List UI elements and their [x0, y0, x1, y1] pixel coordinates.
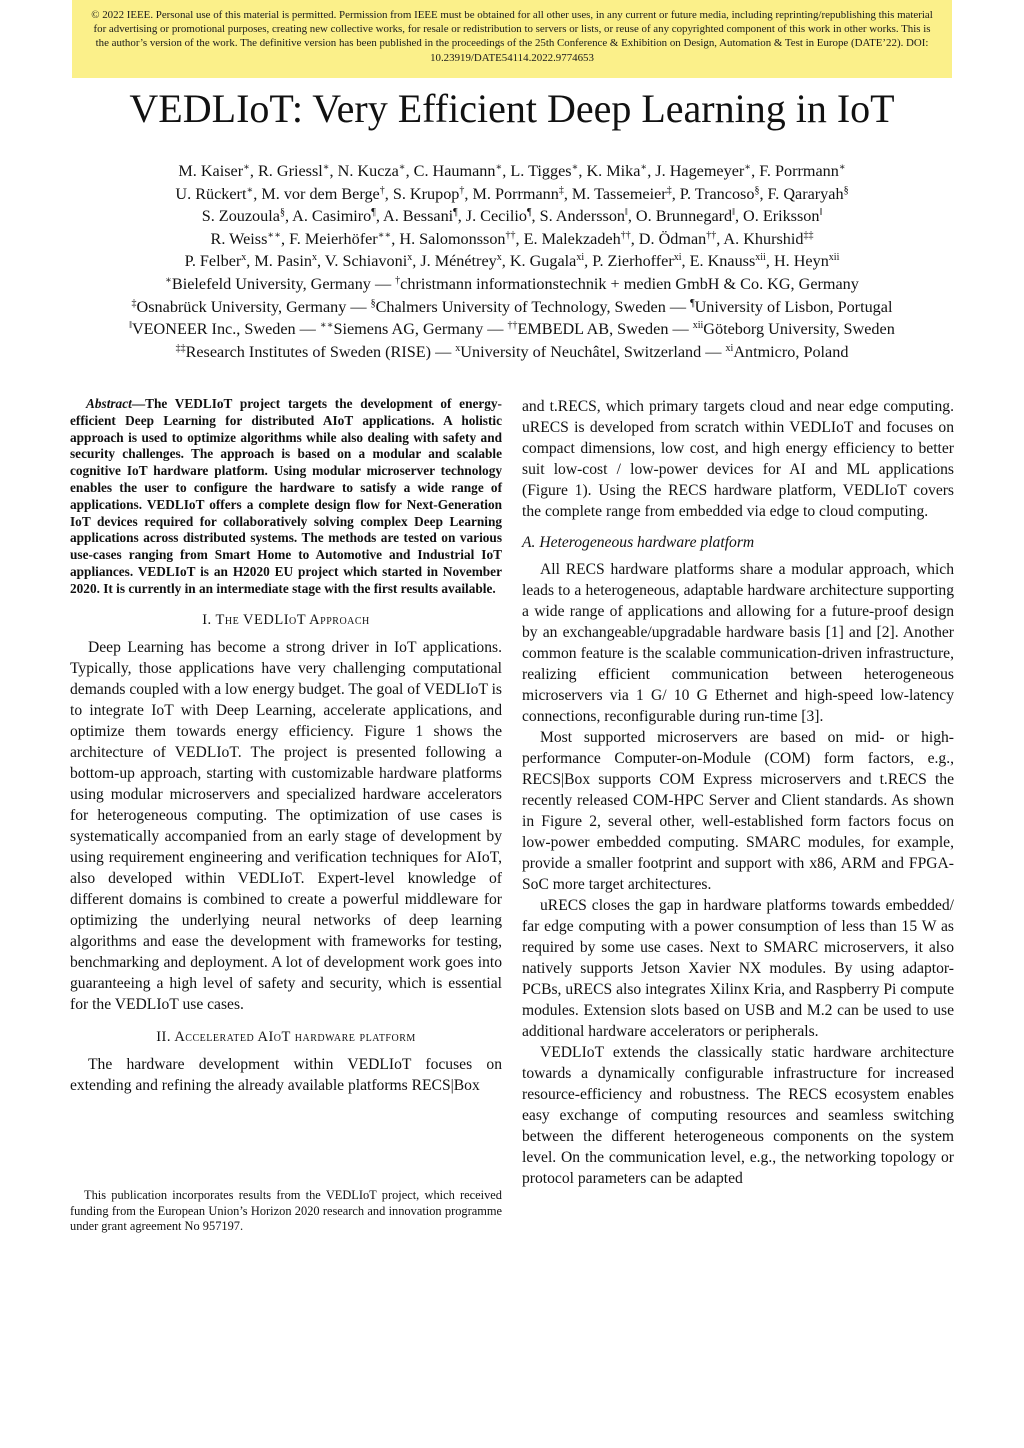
author-name: N. Kucza [337, 162, 399, 180]
left-column [70, 396, 502, 1096]
affiliation-name: Research Institutes of Sweden (RISE) [185, 342, 432, 361]
affiliation-mark: § [279, 207, 285, 219]
affiliation-mark: ¶ [371, 207, 376, 219]
author-name: M. vor dem Berge [261, 184, 380, 203]
affiliation-name: VEONEER Inc., Sweden [131, 320, 296, 339]
author-name: P. Felber [184, 252, 242, 271]
affiliation-mark: ‡ [666, 184, 672, 196]
affiliation-mark: ∗ [838, 162, 846, 173]
affiliation-mark: †† [620, 229, 631, 241]
affiliation-mark: xi [576, 252, 585, 264]
affiliation-mark: xii [828, 252, 840, 264]
paragraph: Deep Learning has become a strong driver in IoT applications. Typically, those applications have very challenging computational demands coupled with a low energy budget. The goal of VEDLIoT is to integrate IoT with Deep Learning, accelerate applications, and optimize them towards energy efficiency. Figure 1 shows the architecture of VEDLIoT. The project is presented following a bottom-up approach, starting with customizable hardware platforms using modular microservers and specialized hardware accelerators for heterogeneous computing. The optimization of use cases is systematically accompanied from an early stage of development by using requirement engineering and verification techniques for AIoT, also developed within VEDLIoT. Expert-level knowledge of different domains is combined to create a powerful middleware for optimizing the underlying neural networks of deep learning algorithms and ease the development with frameworks for testing, benchmarking and deployment. A lot of development work goes into guaranteeing a high level of safety and security, which is essential for the VEDLIoT use cases. [70, 638, 502, 1013]
affiliation-line: ‡‡Research Institutes of Sweden (RISE) — $^x$University of Neuchâtel, Switzerland — $^{xi}$Antmicro, Poland [175, 342, 849, 361]
affiliation-mark: ∗ [243, 162, 250, 173]
author-name: F. Meierhöfer [289, 229, 378, 248]
affiliation-mark: † [379, 184, 385, 196]
author-name: A. Bessani [383, 207, 454, 226]
affiliation-name: EMBEDL AB, Sweden [517, 320, 669, 339]
affiliation-mark: ∗∗ [267, 229, 281, 241]
paragraph: VEDLIoT extends the classically static hardware architecture towards a dynamically configurable infrastructure for increased resource-efficiency and robustness. The RECS ecosystem enables easy exchange of computing resources and seamless switching between the different heterogeneous components on the system level. On the communication level, e.g., the networking topology or protocol parameters can be adapted [522, 1044, 954, 1187]
affiliation-mark: x [496, 252, 502, 264]
author-line: M. Kaiser∗, R. Griessl∗, N. Kucza∗, C. Haumann∗, L. Tigges∗, K. Mika∗, J. Hagemeyer∗, F. Porrmann∗ [178, 162, 846, 180]
author-name: S. Andersson [539, 207, 626, 226]
affiliation-name: christmann informationstechnik + medien GmbH & Co. KG, Germany [400, 274, 859, 293]
subsection-heading: A. Heterogeneous hardware platform [522, 534, 755, 551]
author-name: K. Mika [586, 162, 641, 180]
author-name: M. Kaiser [178, 162, 244, 180]
paragraph: The hardware development within VEDLIoT focuses on extending and refining the already available platforms RECS|Box [70, 1055, 502, 1094]
section-heading: II. Accelerated AIoT hardware platform [156, 1028, 416, 1045]
affiliation-mark: ∗ [640, 162, 648, 173]
paragraph: Most supported microservers are based on mid- or high-performance Computer-on-Module (COM) form factors, e.g., RECS|Box supports COM Express microservers and t.RECS the recently released COM-HPC Server and Client standards. As shown in Figure 2, several other, well-established form factors focus on low-power embedded computing. SMARC modules, for example, provide a smaller footprint and support with x86, ARM and FPGA-SoC more target architectures. [522, 729, 954, 893]
affiliation-mark: ∗ [571, 162, 579, 173]
affiliation-mark: †† [706, 229, 717, 241]
affiliation-line: ‖VEONEER Inc., Sweden — ∗∗Siemens AG, Germany — ††EMBEDL AB, Sweden — $^{xii}$Göteborg University, Sweden [129, 320, 895, 339]
affiliation-mark: ‖ [129, 320, 132, 332]
author-line: U. Rückert∗, M. vor dem Berge†, S. Krupop†, M. Porrmann‡, M. Tassemeier‡, P. Trancoso§, F. Qararyah§ [175, 184, 849, 203]
affiliation-name: Siemens AG, Germany [333, 320, 484, 339]
author-line: R. Weiss∗∗, F. Meierhöfer∗∗, H. Salomonsson††, E. Malekzadeh††, D. Ödman††, A. Khurshid‡‡ [210, 229, 814, 248]
author-name: V. Schiavoni [324, 252, 408, 271]
author-name: F. Porrmann [759, 162, 839, 180]
affiliation-mark: ∗ [744, 162, 752, 173]
abstract-label: Abstract [86, 396, 132, 411]
author-name: M. Tassemeier [571, 184, 667, 203]
author-name: H. Salomonsson [399, 229, 506, 248]
right-column [522, 396, 954, 1189]
affiliation-mark: ‡‡ [175, 342, 186, 354]
affiliation-mark: ∗∗ [377, 229, 392, 241]
author-name: E. Malekzadeh [523, 229, 621, 248]
author-name: F. Qararyah [767, 184, 844, 203]
paragraph: and t.RECS, which primary targets cloud and near edge computing. uRECS is developed from scratch within VEDLIoT and focuses on compact dimensions, low cost, and high energy efficiency to better suit low-cost / low-power devices for AI and ML applications (Figure 1). Using the RECS hardware platform, VEDLIoT covers the complete range from embedded via edge to cloud computing. [522, 398, 954, 520]
author-name: J. Cecilio [465, 207, 527, 226]
author-name: A. Casimiro [292, 207, 372, 226]
affiliation-mark: ‖ [625, 207, 628, 219]
author-name: A. Khurshid [723, 229, 804, 248]
author-name: M. Pasin [254, 252, 312, 271]
affiliation-mark: § [370, 297, 376, 309]
paragraph: All RECS hardware platforms share a modular approach, which leads to a heterogeneous, adaptable hardware architecture supporting a wide range of applications and allowing for a future-proof design by an exchangeable/upgradable hardware basis [1] and [2]. Another common feature is the scalable communication-driven infrastructure, realizing efficient communication between heterogeneous microservers via 1 G/ 10 G Ethernet and high-speed low-latency connections, reconfigurable during run-time [3]. [522, 561, 954, 725]
affiliation-mark: xii [755, 252, 766, 264]
affiliation-mark: x [455, 342, 461, 354]
affiliation-mark: ¶ [690, 297, 695, 309]
affiliation-mark: xi [725, 342, 734, 354]
affiliation-mark: xi [673, 252, 682, 264]
author-line: P. Felber$^x$, M. Pasin$^x$, V. Schiavoni$^x$, J. Ménétrey$^x$, K. Gugala$^{xi}$, P. Zierhoffer$^{xi}$, E. Knauss$^{xii}$, H. Heyn$^{xii}$ [184, 252, 840, 271]
author-name: S. Krupop [392, 184, 460, 203]
affiliation-name: Bielefeld University, Germany [171, 274, 371, 293]
affiliation-mark: †† [505, 229, 516, 241]
affiliation-mark: †† [507, 320, 518, 332]
section-heading: I. The VEDLIoT Approach [202, 611, 370, 628]
affiliation-mark: † [459, 184, 465, 196]
copyright-notice: © 2022 IEEE. Personal use of this material is permitted. Permission from IEEE must be obtained for all other uses, in any current or future media, including reprinting/republishing this material for advertising or promotional purposes, creating new collective works, for resale or redistribution to servers or lists, or reuse of any copyrighted component of this work in other works. This is the author’s version of the work. The definitive version has been published in the proceedings of the 25th Conference & Exhibition on Design, Automation & Test in Europe (DATE’22). DOI: 10.23919/DATE54114.2022.9774653 [72, 0, 952, 78]
author-name: K. Gugala [509, 252, 577, 271]
affiliation-mark: ∗ [246, 184, 254, 196]
affiliation-mark: ‖ [732, 207, 735, 219]
abstract [70, 396, 502, 598]
author-name: E. Knauss [689, 252, 756, 271]
author-name: R. Griessl [258, 162, 323, 180]
affiliation-name: Chalmers University of Technology, Sweden [375, 297, 666, 316]
affiliation-mark: x [241, 252, 247, 264]
author-name: L. Tigges [510, 162, 572, 180]
funding-footnote: This publication incorporates results from the VEDLIoT project, which received funding from the European Union’s Horizon 2020 research and innovation programme under grant agreement No 957197. [70, 1188, 502, 1234]
author-name: J. Hagemeyer [655, 162, 745, 180]
author-name: M. Porrmann [472, 184, 559, 203]
affiliation-mark: ‡ [131, 297, 137, 309]
affiliation-mark: ‡ [558, 184, 564, 196]
author-name: O. Brunnegard [635, 207, 733, 226]
affiliation-mark: ‖ [819, 207, 823, 219]
affiliation-mark: ∗ [398, 162, 406, 173]
affiliation-line: ∗Bielefeld University, Germany — †christmann informationstechnik + medien GmbH & Co. KG, Germany [165, 274, 859, 293]
author-name: U. Rückert [175, 184, 247, 203]
affiliation-line: ‡Osnabrück University, Germany — §Chalmers University of Technology, Sweden — ¶University of Lisbon, Portugal [131, 297, 893, 316]
affiliation-mark: x [407, 252, 413, 264]
author-line: S. Zouzoula§, A. Casimiro¶, A. Bessani¶, J. Cecilio¶, S. Andersson‖, O. Brunnegard‖, O. Eriksson‖ [201, 207, 823, 226]
affiliation-name: Antmicro, Poland [733, 342, 849, 361]
affiliation-mark: x [311, 252, 317, 264]
affiliation-mark: ¶ [526, 207, 532, 219]
affiliation-mark: ¶ [453, 207, 458, 219]
affiliation-mark: § [754, 184, 760, 196]
affiliation-mark: ∗ [322, 162, 330, 173]
author-name: O. Eriksson [743, 207, 820, 226]
affiliation-name: University of Lisbon, Portugal [694, 297, 893, 316]
abstract-text: —The VEDLIoT project targets the development of energy-efficient Deep Learning for distributed AIoT applications. A holistic approach is used to optimize algorithms while also dealing with safety and security challenges. The approach is based on a modular and scalable cognitive IoT hardware platform. Using modular microserver technology enables the user to configure the hardware to satisfy a wide range of applications. VEDLIoT offers a complete design flow for Next-Generation IoT devices required for collaboratively solving complex Deep Learning applications across distributed systems. The methods are tested on various use-cases ranging from Smart Home to Automotive and Industrial IoT appliances. VEDLIoT is an H2020 EU project which started in November 2020. It is currently in an intermediate stage with the first results available. [70, 396, 502, 596]
affiliation-mark: † [395, 274, 401, 286]
author-name: D. Ödman [638, 229, 707, 248]
affiliation-mark: ‡‡ [803, 229, 814, 241]
author-name: P. Trancoso [679, 184, 755, 203]
author-name: R. Weiss [210, 229, 268, 248]
paper-title: VEDLIoT: Very Efficient Deep Learning in IoT [129, 86, 895, 131]
author-name: J. Ménétrey [420, 252, 497, 271]
affiliation-name: Osnabrück University, Germany [136, 297, 347, 316]
author-name: C. Haumann [413, 162, 496, 180]
affiliation-mark: § [843, 184, 849, 196]
affiliation-name: Göteborg University, Sweden [703, 320, 895, 339]
author-name: H. Heyn [773, 252, 829, 271]
author-block [60, 160, 964, 363]
paragraph: uRECS closes the gap in hardware platforms towards embedded/ far edge computing with a power consumption of less than 15 W as required by some use cases. Next to SMARC microservers, it also natively supports Jetson Xavier NX modules. By using adaptor-PCBs, uRECS also integrates Xilinx Kria, and Raspberry Pi compute modules. Extension slots based on USB and M.2 can be used to use additional hardware accelerators or peripherals. [522, 897, 954, 1040]
affiliation-mark: ∗ [495, 162, 503, 173]
affiliation-mark: ∗ [165, 274, 172, 286]
affiliation-mark: xii [692, 320, 704, 332]
author-name: S. Zouzoula [201, 207, 280, 226]
affiliation-name: University of Neuchâtel, Switzerland [460, 342, 702, 361]
affiliation-mark: ∗∗ [319, 320, 334, 332]
author-name: P. Zierhoffer [592, 252, 674, 271]
